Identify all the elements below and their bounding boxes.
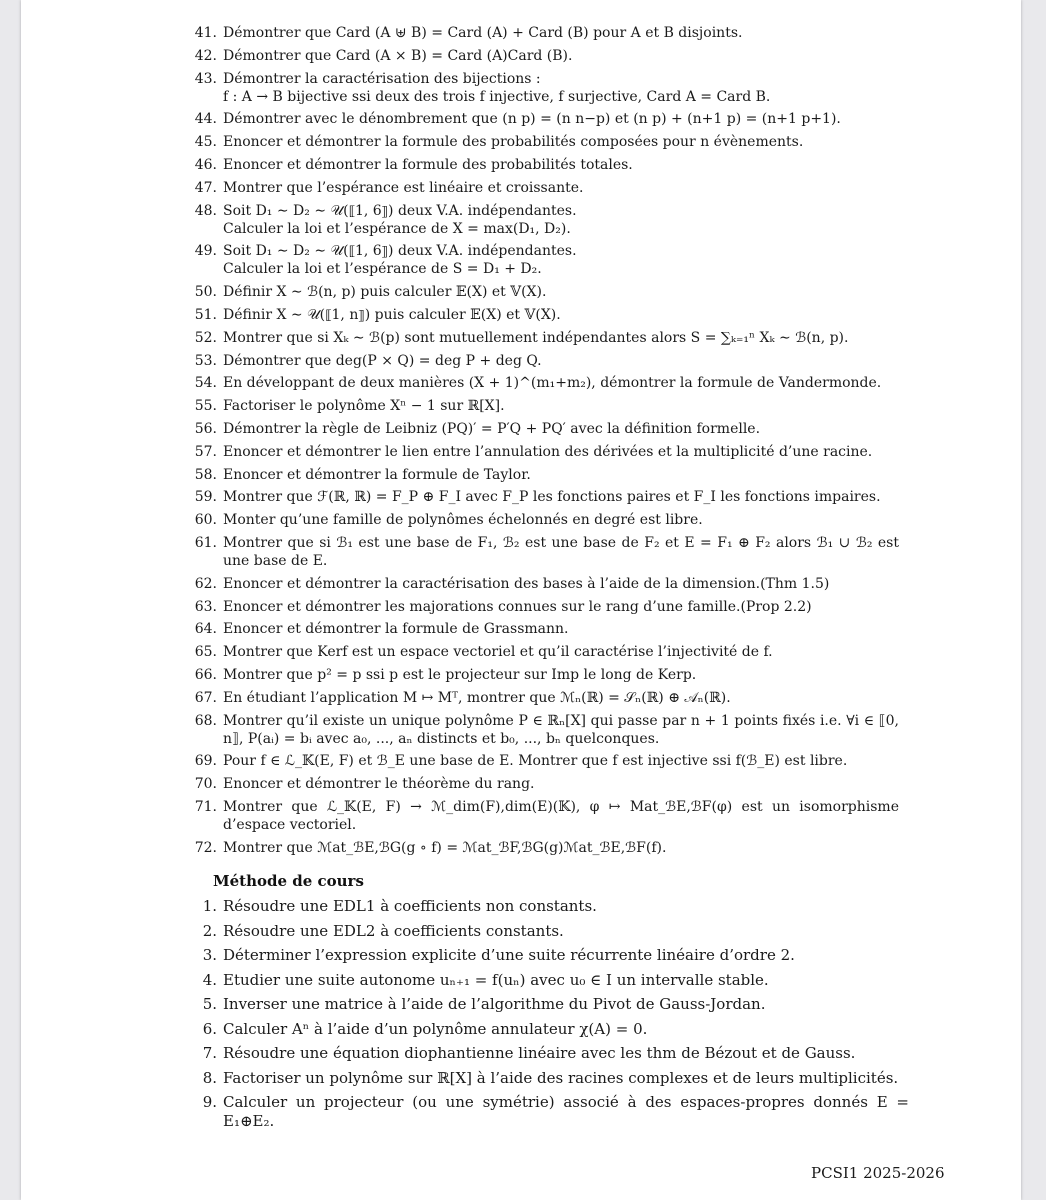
list-item — [189, 352, 899, 370]
item-number: 64. — [194, 621, 217, 638]
item-number: 56. — [194, 420, 217, 437]
list-item — [189, 70, 899, 106]
item-text: Déterminer l’expression explicite d’une suite récurrente linéaire d’ordre 2. — [223, 946, 795, 964]
item-number: 55. — [194, 398, 217, 415]
item-text: Enoncer et démontrer la formule de Grassmann. — [223, 621, 569, 638]
item-number: 70. — [194, 776, 217, 793]
item-text: Enoncer et démontrer la formule des probabilités totales. — [223, 156, 633, 173]
list-item — [189, 839, 899, 857]
item-number: 2. — [202, 921, 217, 940]
item-number: 57. — [194, 443, 217, 460]
item-text: Démontrer que Card (A × B) = Card (A)Card (B). — [223, 47, 573, 64]
item-number: 58. — [194, 466, 217, 483]
item-text: Montrer que ℱ(ℝ, ℝ) = F_P ⊕ F_I avec F_P les fonctions paires et F_I les fonctions impaires. — [223, 489, 881, 506]
item-text: Résoudre une équation diophantienne linéaire avec les thm de Bézout et de Gauss. — [223, 1044, 856, 1062]
item-number: 7. — [202, 1044, 217, 1062]
list-item — [189, 110, 899, 128]
item-number: 4. — [202, 970, 217, 989]
item-number: 49. — [194, 243, 217, 260]
item-text: Définir X ∼ 𝒰(⟦1, n⟧) puis calculer 𝔼(X) et 𝕍(X). — [223, 306, 561, 323]
item-text: Enoncer et démontrer le théorème du rang. — [223, 776, 535, 793]
item-text: Montrer que l’espérance est linéaire et croissante. — [223, 179, 584, 196]
item-text: Enoncer et démontrer la formule de Taylor. — [223, 466, 531, 483]
list-item — [189, 689, 899, 707]
document-page — [21, 0, 1021, 1200]
item-text: Montrer que ℳat_ℬE,ℬG(g ∘ f) = ℳat_ℬF,ℬG(g)ℳat_ℬE,ℬF(f). — [223, 839, 667, 856]
item-number: 42. — [194, 47, 217, 64]
list-item — [189, 24, 899, 42]
item-number: 67. — [194, 689, 217, 706]
item-number: 8. — [202, 1068, 217, 1087]
list-item — [189, 752, 899, 770]
list-item — [189, 133, 899, 151]
item-number: 54. — [194, 375, 217, 392]
list-item — [189, 620, 899, 638]
item-text: Démontrer avec le dénombrement que (n p) = (n n−p) et (n p) + (n+1 p) = (n+1 p+1). — [223, 111, 841, 128]
list-item — [189, 202, 899, 238]
item-number: 1. — [202, 897, 217, 915]
item-text: Factoriser le polynôme Xⁿ − 1 sur ℝ[X]. — [223, 398, 505, 415]
list-item — [189, 397, 899, 415]
item-text: Démontrer la règle de Leibniz (PQ)′ = P′Q + PQ′ avec la définition formelle. — [223, 420, 761, 437]
list-item — [189, 156, 899, 174]
item-number: 71. — [194, 798, 217, 815]
list-item — [189, 1020, 909, 1039]
list-item — [189, 946, 909, 965]
list-item — [189, 374, 899, 392]
list-item — [189, 643, 899, 661]
item-number: 52. — [194, 329, 217, 346]
exercise-list — [189, 24, 899, 862]
item-number: 3. — [202, 946, 217, 964]
list-item — [189, 995, 909, 1014]
item-number: 62. — [194, 575, 217, 592]
item-text: En développant de deux manières (X + 1)^(m₁+m₂), démontrer la formule de Vandermonde. — [223, 375, 882, 392]
item-text: Etudier une suite autonome uₙ₊₁ = f(uₙ) avec u₀ ∈ I un intervalle stable. — [223, 970, 769, 989]
item-number: 65. — [194, 644, 217, 661]
item-text: Enoncer et démontrer les majorations connues sur le rang d’une famille.(Prop 2.2) — [223, 598, 812, 615]
list-item — [189, 1069, 909, 1088]
item-number: 63. — [194, 598, 217, 615]
list-item — [189, 897, 909, 916]
list-item — [189, 329, 899, 347]
item-number: 46. — [194, 156, 217, 173]
list-item — [189, 283, 899, 301]
item-text: Démontrer que Card (A ⊎ B) = Card (A) + Card (B) pour A et B disjoints. — [223, 25, 743, 41]
list-item — [189, 179, 899, 197]
item-text: Montrer que Kerf est un espace vectoriel et qu’il caractérise l’injectivité de f. — [223, 644, 773, 661]
item-number: 6. — [202, 1019, 217, 1038]
item-text: Montrer que ℒ_𝕂(E, F) → ℳ_dim(F),dim(E)(𝕂), φ ↦ Mat_ℬE,ℬF(φ) est un isomorphisme d’espace vectoriel. — [223, 798, 899, 833]
list-item — [189, 242, 899, 278]
item-number: 68. — [194, 712, 217, 729]
list-item — [189, 443, 899, 461]
item-number: 48. — [194, 202, 217, 219]
item-number: 59. — [194, 489, 217, 506]
item-text: Montrer qu’il existe un unique polynôme P ∈ ℝₙ[X] qui passe par n + 1 points fixés i.e. ∀i ∈ ⟦0, n⟧, P(aᵢ) = bᵢ avec a₀, ..., aₙ distincts et b₀, ..., bₙ quelconques. — [223, 712, 899, 747]
item-text: Pour f ∈ ℒ_𝕂(E, F) et ℬ_E une base de E. Montrer que f est injective ssi f(ℬ_E) est libre. — [223, 753, 848, 770]
list-item — [189, 306, 899, 324]
method-list — [189, 897, 909, 1137]
item-text: Factoriser un polynôme sur ℝ[X] à l’aide des racines complexes et de leurs multiplicités. — [223, 1068, 899, 1087]
item-number: 72. — [194, 839, 217, 856]
item-text: Soit D₁ ∼ D₂ ∼ 𝒰(⟦1, 6⟧) deux V.A. indépendantes. Calculer la loi et l’espérance de X = max(D₁, D₂). — [223, 202, 577, 237]
item-text: Montrer que si ℬ₁ est une base de F₁, ℬ₂ est une base de F₂ et E = F₁ ⊕ F₂ alors ℬ₁ ∪ ℬ₂ est une base de E. — [223, 534, 899, 569]
list-item — [189, 511, 899, 529]
item-text: Enoncer et démontrer la caractérisation des bases à l’aide de la dimension.(Thm 1.5) — [223, 575, 830, 592]
list-item — [189, 1044, 909, 1063]
item-text: Soit D₁ ∼ D₂ ∼ 𝒰(⟦1, 6⟧) deux V.A. indépendantes. Calculer la loi et l’espérance de S = D₁ + D₂. — [223, 243, 577, 278]
item-text: Monter qu’une famille de polynômes échelonnés en degré est libre. — [223, 512, 703, 529]
item-number: 47. — [194, 179, 217, 196]
item-number: 53. — [194, 352, 217, 369]
item-text: Enoncer et démontrer le lien entre l’annulation des dérivées et la multiplicité d’une racine. — [223, 443, 873, 460]
item-number: 5. — [202, 995, 217, 1013]
list-item — [189, 488, 899, 506]
item-number: 69. — [194, 753, 217, 770]
item-number: 45. — [194, 134, 217, 151]
page-footer: PCSI1 2025-2026 — [811, 1164, 945, 1182]
list-item — [189, 47, 899, 65]
list-item — [189, 798, 899, 834]
item-number: 9. — [202, 1093, 217, 1111]
list-item — [189, 420, 899, 438]
item-text: Enoncer et démontrer la formule des probabilités composées pour n évènements. — [223, 134, 804, 151]
item-number: 60. — [194, 512, 217, 529]
item-number: 50. — [194, 284, 217, 301]
list-item — [189, 534, 899, 570]
item-text: Montrer que si Xₖ ∼ ℬ(p) sont mutuellement indépendantes alors S = ∑ₖ₌₁ⁿ Xₖ ∼ ℬ(n, p). — [223, 329, 849, 346]
item-text: Démontrer la caractérisation des bijections : f : A → B bijective ssi deux des trois f injective, f surjective, Card A = Card B. — [223, 70, 771, 105]
list-item — [189, 712, 899, 748]
list-item — [189, 922, 909, 941]
item-number: 43. — [194, 70, 217, 87]
list-item — [189, 666, 899, 684]
item-number: 51. — [194, 306, 217, 323]
list-item — [189, 466, 899, 484]
item-number: 66. — [194, 666, 217, 683]
item-text: Résoudre une EDL1 à coefficients non constants. — [223, 897, 597, 915]
item-text: Démontrer que deg(P × Q) = deg P + deg Q. — [223, 352, 542, 369]
item-number: 41. — [194, 25, 217, 41]
item-text: Résoudre une EDL2 à coefficients constants. — [223, 921, 564, 940]
section-title: Méthode de cours — [213, 872, 364, 890]
item-text: Calculer Aⁿ à l’aide d’un polynôme annulateur χ(A) = 0. — [223, 1019, 648, 1038]
item-number: 61. — [194, 534, 217, 551]
list-item — [189, 1093, 909, 1131]
list-item — [189, 575, 899, 593]
item-text: En étudiant l’application M ↦ Mᵀ, montrer que ℳₙ(ℝ) = 𝒮ₙ(ℝ) ⊕ 𝒜ₙ(ℝ). — [223, 689, 731, 706]
item-text: Définir X ∼ ℬ(n, p) puis calculer 𝔼(X) et 𝕍(X). — [223, 284, 547, 301]
list-item — [189, 775, 899, 793]
list-item — [189, 598, 899, 616]
list-item — [189, 971, 909, 990]
item-text: Inverser une matrice à l’aide de l’algorithme du Pivot de Gauss-Jordan. — [223, 995, 766, 1013]
item-number: 44. — [194, 111, 217, 128]
item-text: Calculer un projecteur (ou une symétrie) associé à des espaces-propres donnés E = E₁⊕E₂. — [223, 1093, 909, 1130]
item-text: Montrer que p² = p ssi p est le projecteur sur Imp le long de Kerp. — [223, 666, 697, 683]
